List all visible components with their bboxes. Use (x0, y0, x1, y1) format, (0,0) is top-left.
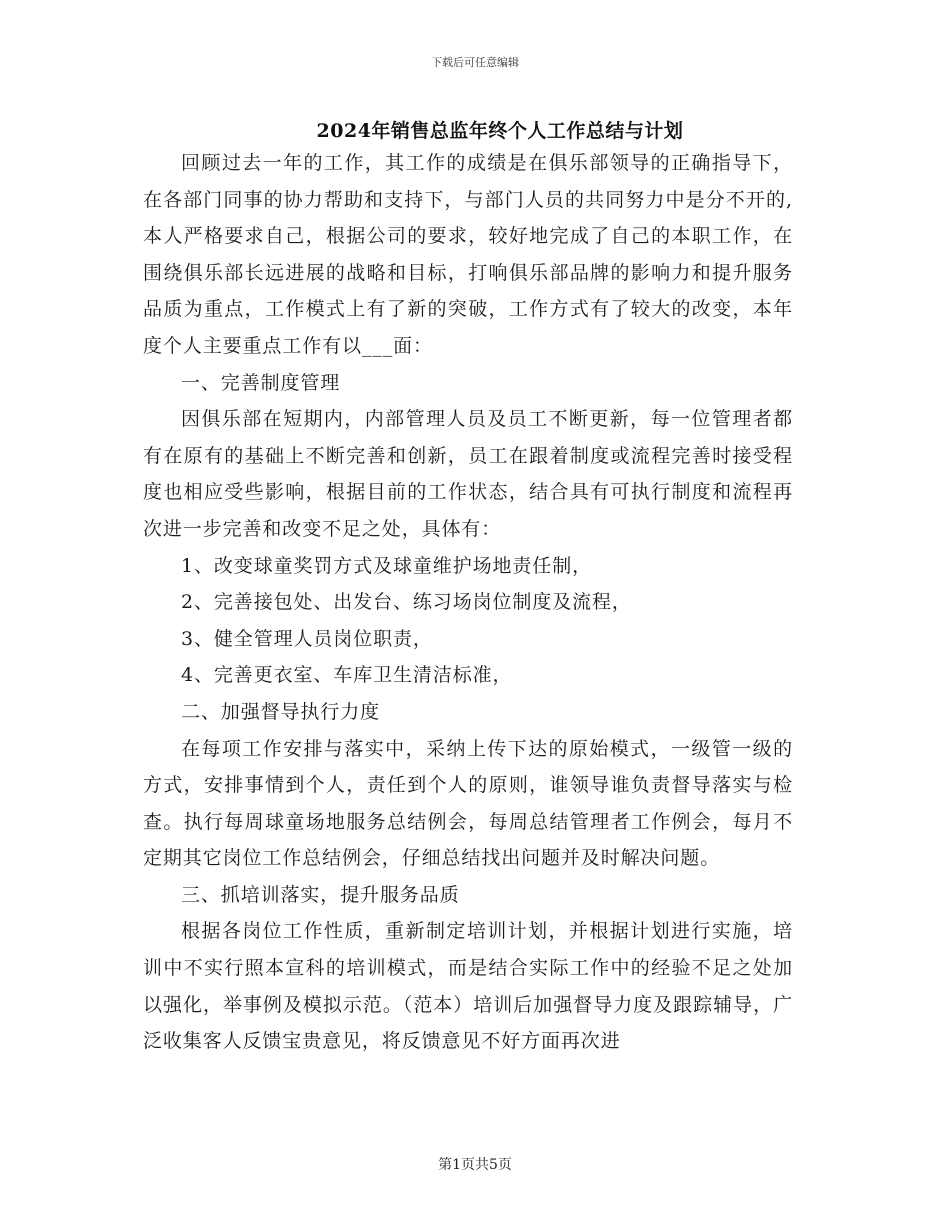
section-heading-1: 一、完善制度管理 (181, 371, 341, 394)
paragraph-intro: 回顾过去一年的工作，其工作的成绩是在俱乐部领导的正确指导下，在各部门同事的协力帮助和支持下，与部门人员的共同努力中是分不开的,本人严格要求自己，根据公司的要求，较好地完成了自己的本职工作，在围绕俱乐部长远进展的战略和目标，打响俱乐部品牌的影响力和提升服务品质为重点，工作模式上有了新的突破，工作方式有了较大的改变，本年度个人主要重点工作有以___面： (143, 152, 793, 357)
document-body (143, 145, 793, 1060)
list-item-4: 4、完善更衣室、车库卫生清洁标准， (181, 664, 513, 687)
paragraph-section-2: 在每项工作安排与落实中，采纳上传下达的原始模式，一级管一级的方式，安排事情到个人，责任到个人的原则，谁领导谁负责督导落实与检查。执行每周球童场地服务总结例会，每周总结管理者工作例会，每月不定期其它岗位工作总结例会，仔细总结找出问题并及时解决问题。 (143, 737, 793, 870)
paragraph-section-1: 因俱乐部在短期内，内部管理人员及员工不断更新，每一位管理者都有在原有的基础上不断完善和创新，员工在跟着制度或流程完善时接受程度也相应受些影响，根据目前的工作状态，结合具有可执行制度和流程再次进一步完善和改变不足之处，具体有： (143, 408, 793, 540)
list-item-2: 2、完善接包处、出发台、练习场岗位制度及流程， (181, 591, 632, 614)
document-title: 2024年销售总监年终个人工作总结与计划 (316, 120, 684, 142)
paragraph-section-3: 根据各岗位工作性质，重新制定培训计划，并根据计划进行实施，培训中不实行照本宣科的培训模式，而是结合实际工作中的经验不足之处加以强化，举事例及模拟示范。（范本）培训后加强督导力度及跟踪辅导，广泛收集客人反馈宝贵意见，将反馈意见不好方面再次进 (143, 920, 793, 1053)
section-heading-3: 三、抓培训落实，提升服务品质 (181, 883, 460, 906)
page-header-note: 下载后可任意编辑 (431, 56, 519, 69)
list-item-3: 3、健全管理人员岗位职责， (181, 627, 433, 650)
list-item-1: 1、改变球童奖罚方式及球童维护场地责任制， (181, 554, 592, 577)
page-number: 第1页共5页 (438, 1157, 512, 1173)
section-heading-2: 二、加强督导执行力度 (181, 700, 381, 723)
